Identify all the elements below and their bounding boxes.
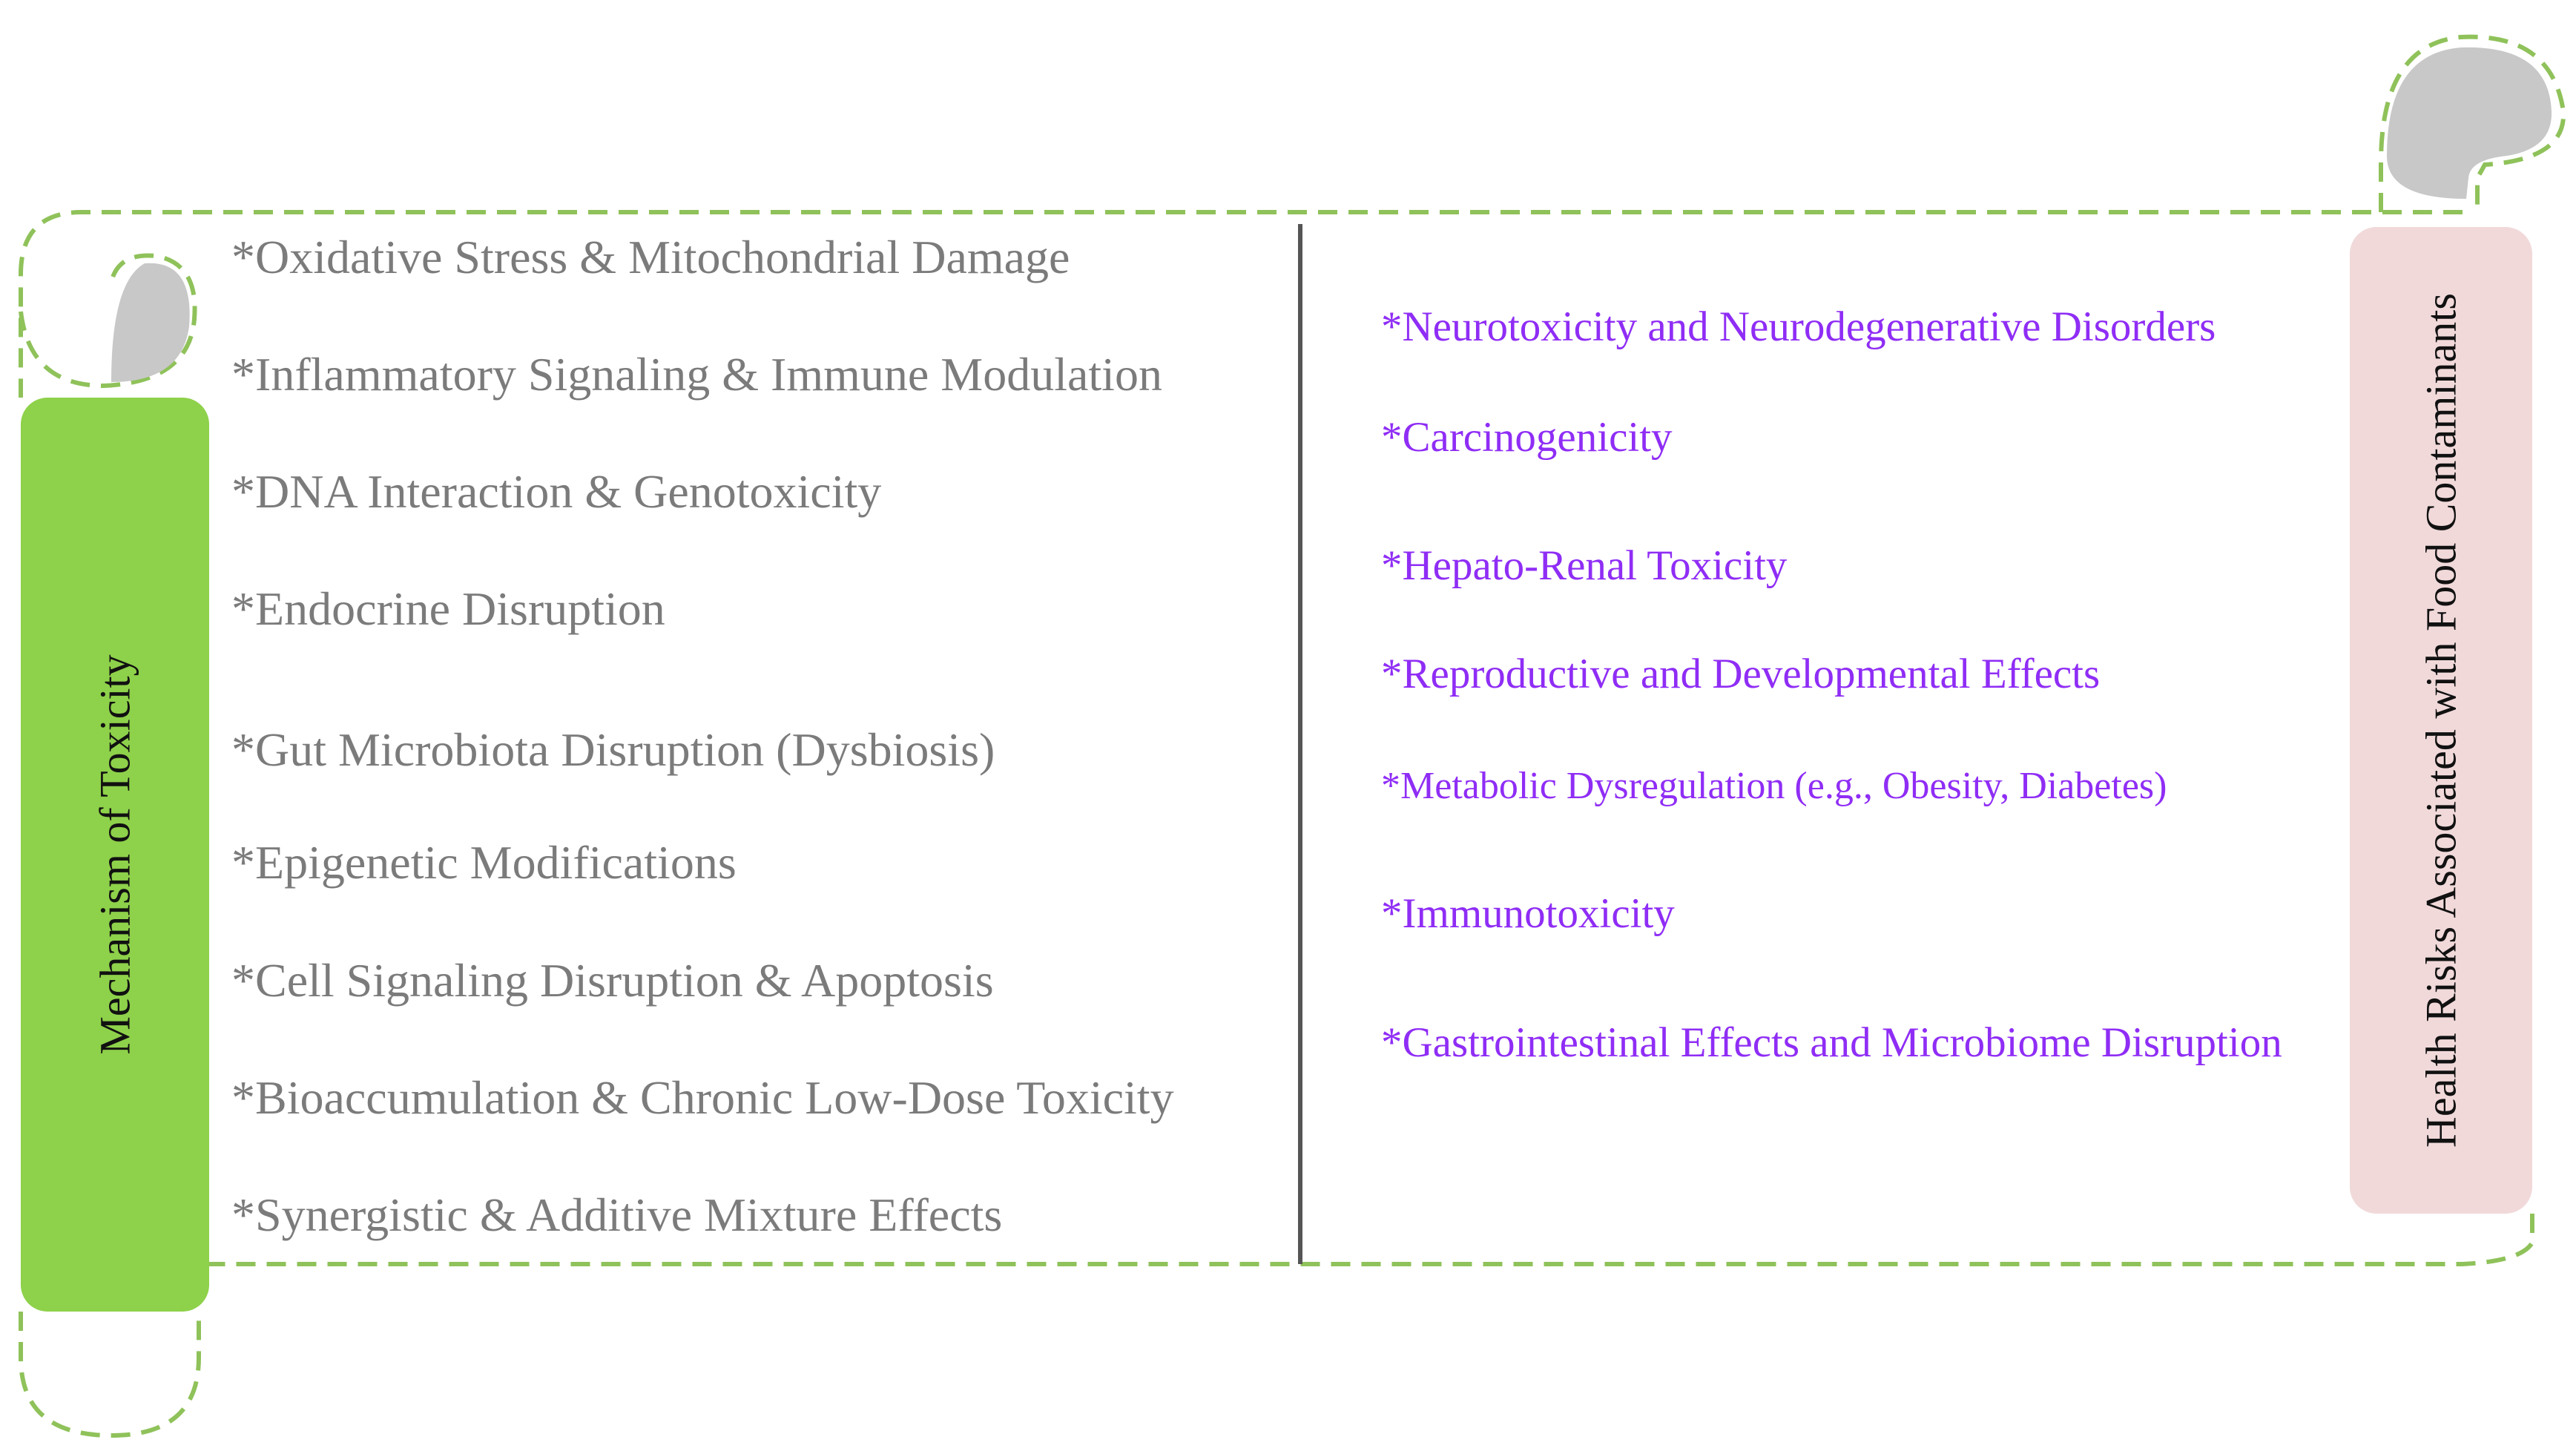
health-risk-item-hepato-renal: *Hepato-Renal Toxicity	[1381, 542, 1788, 589]
health-risk-item-immunotoxicity: *Immunotoxicity	[1381, 890, 1675, 937]
dashed-outline-bottom-loop	[21, 1312, 199, 1435]
mechanism-item-cell-signaling: *Cell Signaling Disruption & Apoptosis	[231, 954, 994, 1007]
left-curl-fill	[111, 263, 190, 382]
health-risk-item-metabolic: *Metabolic Dysregulation (e.g., Obesity, Diabetes)	[1381, 765, 2167, 807]
mechanism-item-endocrine: *Endocrine Disruption	[231, 582, 665, 635]
mechanism-item-gut-microbiota: *Gut Microbiota Disruption (Dysbiosis)	[231, 723, 995, 776]
health-risk-item-neurotoxicity: *Neurotoxicity and Neurodegenerative Disorders	[1381, 303, 2216, 350]
health-risk-item-reproductive: *Reproductive and Developmental Effects	[1381, 651, 2101, 697]
mechanism-item-dna-interaction: *DNA Interaction & Genotoxicity	[231, 465, 882, 518]
mechanism-item-epigenetic: *Epigenetic Modifications	[231, 836, 737, 889]
mechanism-of-toxicity-label: Mechanism of Toxicity	[90, 654, 139, 1055]
health-risks-label: Health Risks Associated with Food Contaminants	[2417, 293, 2465, 1148]
mechanism-item-synergistic: *Synergistic & Additive Mixture Effects	[231, 1188, 1003, 1241]
column-divider	[1298, 224, 1302, 1264]
health-risks-panel	[2350, 227, 2532, 1214]
mechanism-item-oxidative-stress: *Oxidative Stress & Mitochondrial Damage	[231, 231, 1070, 283]
mechanism-of-toxicity-panel	[21, 398, 209, 1312]
top-right-curl-fill	[2387, 47, 2552, 199]
mechanism-item-inflammatory: *Inflammatory Signaling & Immune Modulation	[231, 348, 1162, 401]
health-risk-item-carcinogenicity: *Carcinogenicity	[1381, 414, 1673, 461]
health-risk-item-gastrointestinal: *Gastrointestinal Effects and Microbiome Disruption	[1381, 1019, 2282, 1066]
mechanism-item-bioaccumulation: *Bioaccumulation & Chronic Low-Dose Toxicity	[231, 1071, 1174, 1124]
